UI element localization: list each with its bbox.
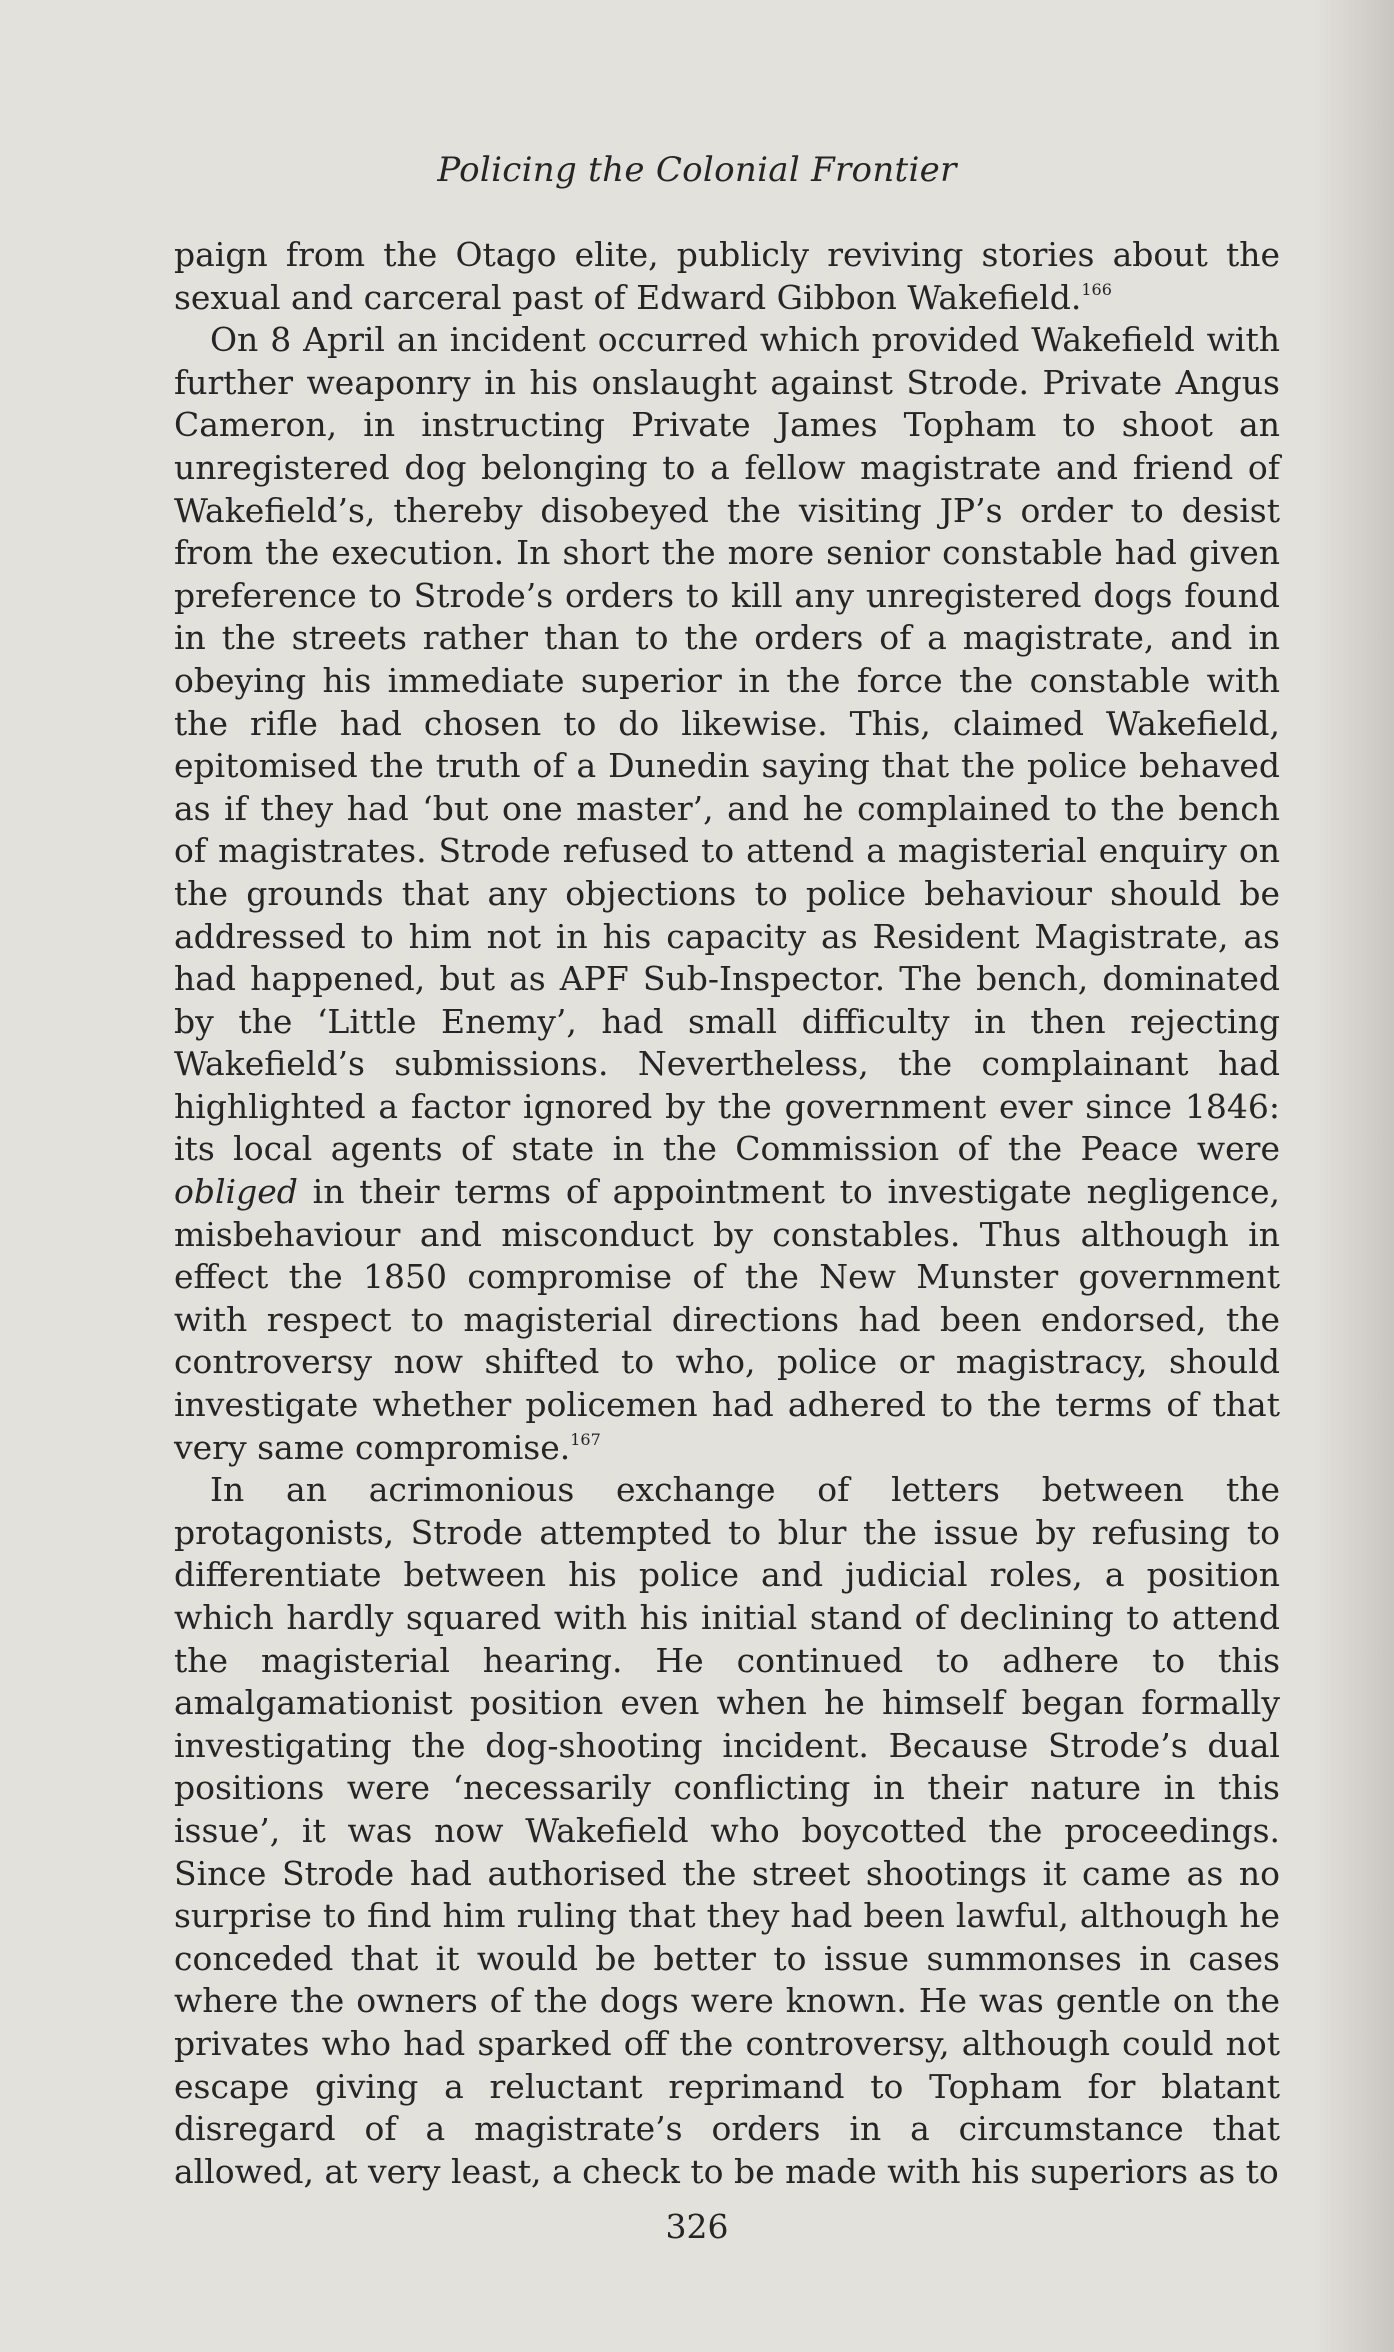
body-text — [174, 234, 1280, 2193]
paragraph-1 — [174, 234, 1280, 319]
footnote-ref-166: 166 — [1081, 279, 1112, 299]
page-edge-shadow — [1314, 0, 1394, 2352]
paragraph-2-text-start: On 8 April an incident occurred which provided Wakefield with further weaponry in his onslaught against Strode. Private Angus Cameron, in instructing Private James Topham to shoot an unregistered dog belonging to a fellow magistrate and friend of Wakefield’s, thereby disobeyed the visiting JP’s order to desist from the execution. In short the more senior constable had given preference to Strode’s orders to kill any unregistered dogs found in the streets rather than to the orders of a magistrate, and in obeying his immediate superior in the force the constable with the rifle had chosen to do likewise. This, claimed Wakefield, epitomised the truth of a Dunedin saying that the police behaved as if they had ‘but one master’, and he complained to the bench of magistrates. Strode refused to attend a magisterial enquiry on the grounds that any objections to police behaviour should be addressed to him not in his capacity as Resident Magistrate, as had happened, but as APF Sub-Inspector. The bench, dominated by the ‘Little Enemy’, had small difficulty in then rejecting Wakefield’s submissions. Nevertheless, the complainant had highlighted a factor ignored by the government ever since 1846: its local agents of state in the Commission of the Peace were — [174, 320, 1280, 1169]
page-number: 326 — [665, 2207, 729, 2246]
paragraph-3-text: In an acrimonious exchange of letters between the protagonists, Strode attempted to blur the issue by refusing to differentiate between his police and judicial roles, a position which hardly squared with his initial stand of declining to attend the magisterial hearing. He continued to adhere to this amalgamationist position even when he himself began formally investigating the dog-shooting incident. Because Strode’s dual positions were ‘necessarily conflicting in their nature in this issue’, it was now Wakefield who boycotted the proceedings. Since Strode had authorised the street shootings it came as no surprise to find him ruling that they had been lawful, although he conceded that it would be better to issue summonses in cases where the owners of the dogs were known. He was gentle on the privates who had sparked off the controversy, although could not escape giving a reluctant reprimand to Topham for blatant disregard of a magistrate’s orders in a circumstance that allowed, at very least, a check to be made with his superiors as to — [174, 1470, 1280, 2191]
paragraph-2-emphasis: obliged — [174, 1172, 298, 1212]
running-head: Policing the Colonial Frontier — [437, 150, 957, 190]
footnote-ref-167: 167 — [570, 1429, 601, 1449]
paragraph-3 — [174, 1469, 1280, 2193]
paragraph-2 — [174, 319, 1280, 1469]
paragraph-2-text-end: in their terms of appointment to investigate negligence, misbehaviour and misconduct by constables. Thus although in effect the 1850 compromise of the New Munster government with respect to magisterial directions had been endorsed, the controversy now shifted to who, police or magistracy, should investigate whether policemen had adhered to the terms of that very same compromise. — [174, 1172, 1280, 1467]
paragraph-1-text: paign from the Otago elite, publicly reviving stories about the sexual and carceral past of Edward Gibbon Wakefield. — [174, 235, 1280, 317]
